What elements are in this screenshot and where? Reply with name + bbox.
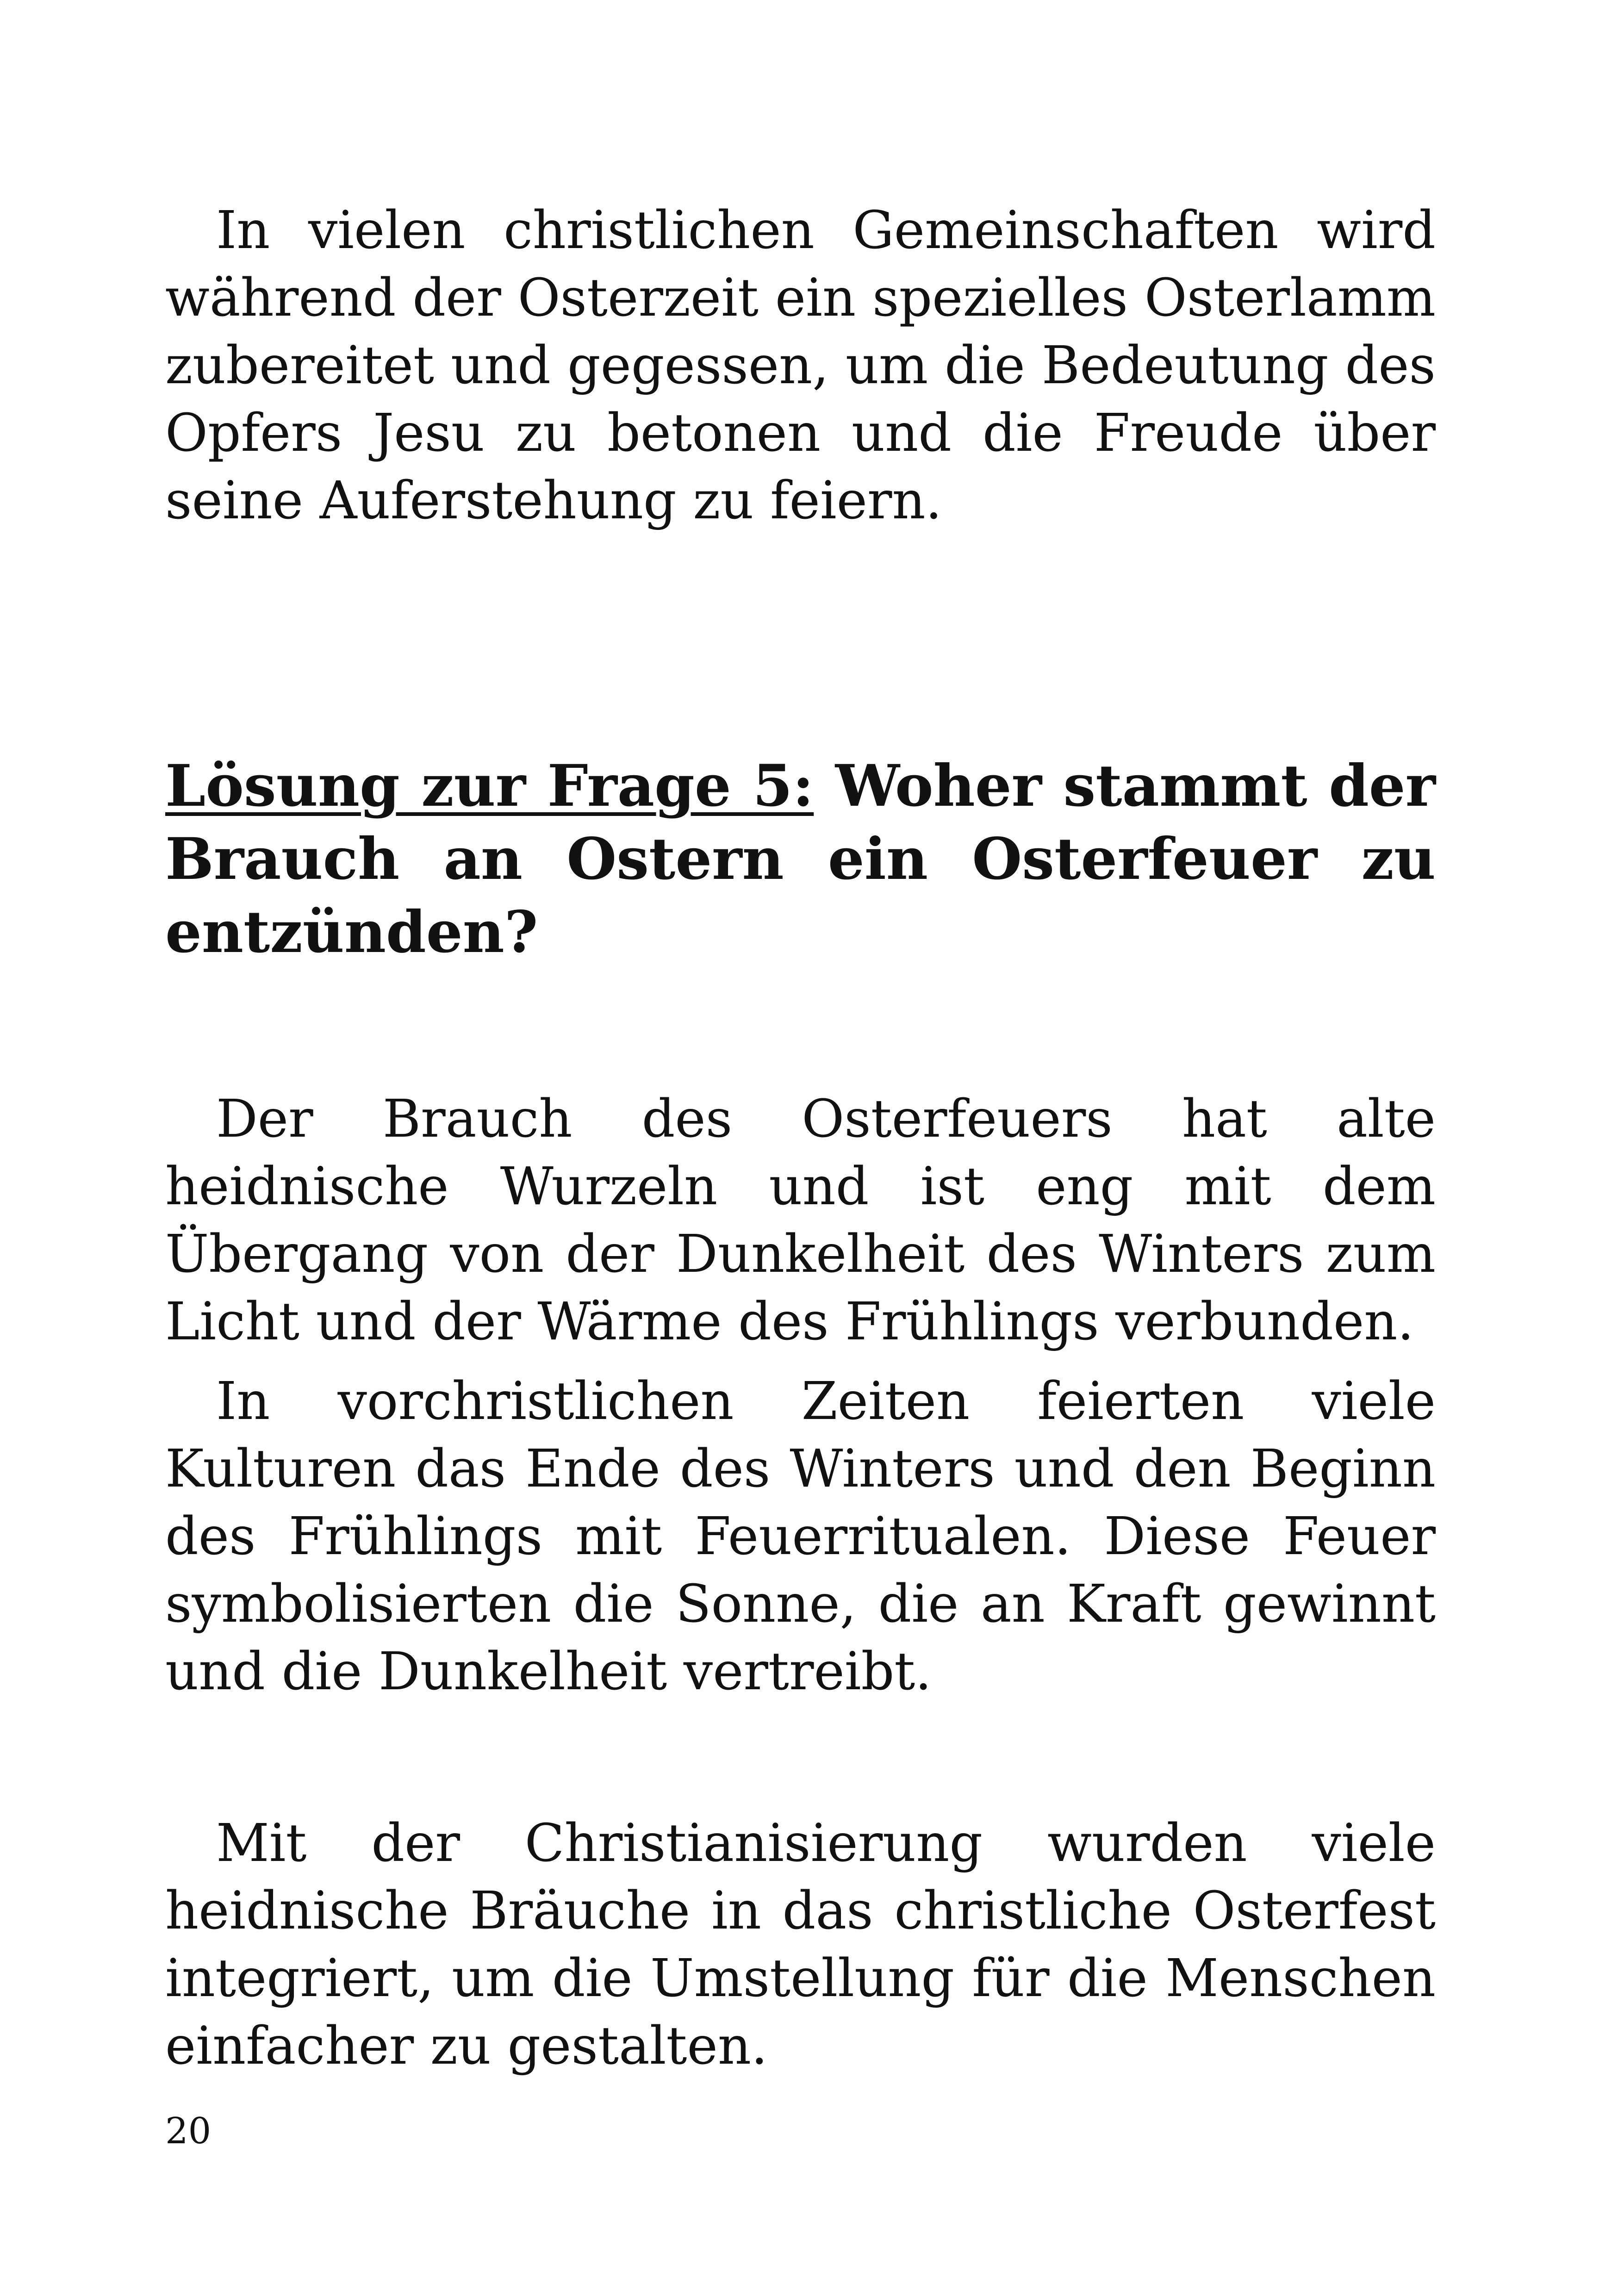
heading-label: Lösung zur Frage 5:	[165, 753, 814, 820]
heading-question: Woher stammt der Brauch an Ostern ein Osterfeuer zu entzünden?	[165, 753, 1436, 966]
section-heading	[165, 750, 1436, 969]
paragraph-vorchristliche-zeiten: In vorchristlichen Zeiten feierten viele Kulturen das Ende des Winters und den Beginn des Frühlings mit Feuerritualen. Diese Feuer symbolisierten die Sonne, die an Kraft gewinnt und die Dunkelheit vertreibt.	[165, 1371, 1436, 1702]
page-number: 20	[165, 2110, 212, 2152]
paragraph-osterlamm: In vielen christlichen Gemeinschaften wird während der Osterzeit ein spezielles Osterlamm zubereitet und gegessen, um die Bedeutung des Opfers Jesu zu betonen und die Freude über seine Auferstehung zu feiern.	[165, 200, 1436, 531]
paragraph-osterfeuer-wurzeln: Der Brauch des Osterfeuers hat alte heidnische Wurzeln und ist eng mit dem Übergang von der Dunkelheit des Winters zum Licht und der Wärme des Frühlings verbunden.	[165, 1089, 1436, 1352]
paragraph-christianisierung: Mit der Christianisierung wurden viele heidnische Bräuche in das christliche Osterfest integriert, um die Umstellung für die Menschen einfacher zu gestalten.	[165, 1813, 1436, 2076]
